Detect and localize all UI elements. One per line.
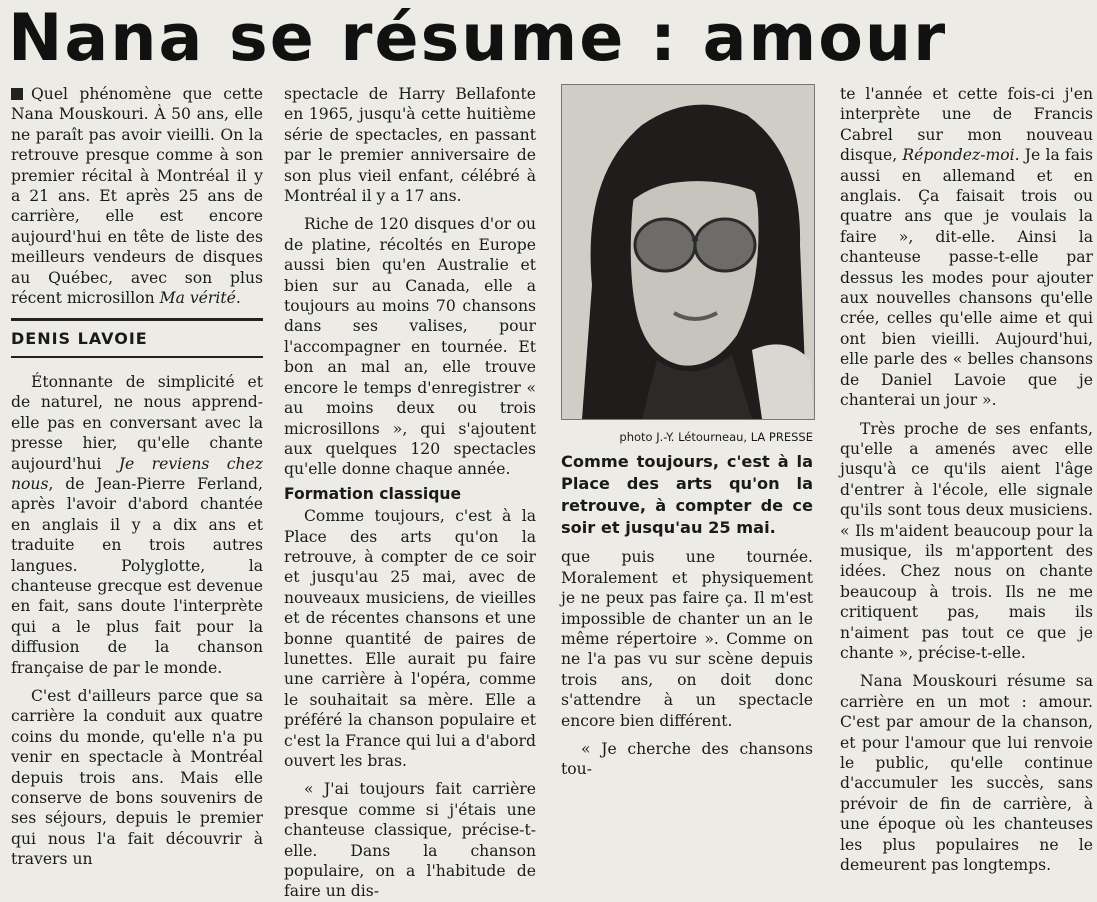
text-run: Étonnante de simplicité et de naturel, ne nous apprend-elle pas en conversant avec la presse hier, qu'elle chante aujourd'hui: [11, 372, 263, 473]
text-run: . Je la fais aussi en allemand et en anglais. Ça faisait trois ou quatre ans que je voulais la faire », dit-elle. Ainsi la chanteuse passe-t-elle par dessus les modes pour ajouter aux nouvelles chansons qu'elle crée, celles qu'elle aime et qui ont bien vieilli. Aujourd'hui, elle parle des « belles chansons de Daniel Lavoie que je chanterai un jour ».: [840, 146, 1093, 410]
col4-paragraph-1: [840, 84, 1093, 411]
col2-paragraph-1: spectacle de Harry Bellafonte en 1965, jusqu'à cette huitième série de spectacles, en passant par le premier anniversaire de son plus vieil enfant, célébré à Montréal il y a 17 ans.: [284, 85, 536, 206]
portrait-photo: [561, 84, 815, 420]
byline: DENIS LAVOIE: [11, 329, 263, 357]
byline-rule: [11, 318, 263, 321]
song-title: Je reviens chez nous: [11, 454, 263, 493]
subheading: Formation classique: [284, 484, 462, 503]
album-title: Répondez-moi: [902, 146, 1015, 165]
column-1: [11, 84, 263, 869]
text-run: , de Jean-Pierre Ferland, après l'avoir d'abord chantée en anglais il y a dix ans et traduite en trois autres langues. Polyglotte, la chanteuse grecque est devenue en fait, sans doute l'interprète qui a le plus fait pour la diffusion de la chanson française de par le monde.: [11, 474, 263, 677]
photo-credit: photo J.-Y. Létourneau, LA PRESSE: [619, 430, 813, 444]
lead-text: Quel phénomène que cette Nana Mouskouri. À 50 ans, elle ne paraît pas avoir vieilli. On la retrouve presque comme à son premier récital à Montréal il y a 21 ans. Et après 25 ans de carrière, elle est encore aujourd'hui en tête de liste des meilleurs vendeurs de disques au Québec, avec son plus récent microsillon: [11, 85, 263, 308]
bullet-square-icon: [11, 88, 23, 100]
portrait-illustration: [562, 85, 814, 419]
column-4: [840, 84, 1093, 875]
text-run: te l'année et cette fois-ci j'en interprète une de Francis Cabrel sur mon nouveau disque,: [840, 85, 1093, 165]
lead-paragraph: Quel phénomène que cette Nana Mouskouri. À 50 ans, elle ne paraît pas avoir vieilli. On la retrouve presque comme à son premier récital à Montréal il y a 21 ans. Et après 25 ans de carrière, elle est encore aujourd'hui en tête de liste des meilleurs vendeurs de disques au Québec, avec son plus récent microsillon Ma vérité.: [11, 85, 263, 308]
photo-caption: Comme toujours, c'est à la Place des arts qu'on la retrouve, à compter de ce soir et jusqu'au 25 mai.: [561, 452, 813, 538]
lead-album-title: Ma vérité: [159, 289, 236, 308]
col4-paragraph-2: Très proche de ses enfants, qu'elle a amenés avec elle jusqu'à ce qu'ils aient l'âge d'entrer à l'école, elle signale qu'ils sont tous deux musiciens. « Ils m'aident beaucoup pour la musique, ils m'apportent des idées. Chez nous on chante beaucoup à trois. Ils ne me critiquent pas, mais ils n'aiment pas tout ce que je chante », précise-t-elle.: [840, 419, 1093, 662]
column-2: [284, 84, 536, 901]
col3-paragraph-1: que puis une tournée. Moralement et physiquement je ne peux pas faire ça. Il m'est impossible de chanter un an le même répertoire ». Comme on ne l'a pas vu sur scène depuis trois ans, on doit donc s'attendre à un spectacle encore bien différent.: [561, 548, 813, 730]
col2-paragraph-4: « J'ai toujours fait carrière presque comme si j'étais une chanteuse classique, précise-t-elle. Dans la chanson populaire, on a l'habitude de faire un dis-: [284, 780, 536, 901]
col2-paragraph-2: Riche de 120 disques d'or ou de platine, récoltés en Europe aussi bien qu'en Australie et bien sur au Canada, elle a toujours au moins 70 chansons dans ses valises, pour l'accompagner en tournée. Et bon an mal an, elle trouve encore le temps d'enregistrer « au moins deux ou trois microsillons », qui s'ajoutent aux quelques 120 spectacles qu'elle donne chaque année.: [284, 215, 536, 479]
col1-paragraph-2: C'est d'ailleurs parce que sa carrière la conduit aux quatre coins du monde, qu'elle n'a pu venir en spectacle à Montréal depuis trois ans. Mais elle conserve de bons souvenirs de ses séjours, depuis le premier qui nous l'a fait découvrir à travers un: [11, 686, 263, 869]
col1-paragraph-1: [11, 372, 263, 678]
col2-paragraph-3: Comme toujours, c'est à la Place des arts qu'on la retrouve, à compter de ce soir et jusqu'au 25 mai, avec de nouveaux musiciens, de vieilles et de récentes chansons et une bonne quantité de paires de lunettes. Elle aurait pu faire une carrière à l'opéra, comme le souhaitait sa mère. Elle a préféré la chanson populaire et c'est la France qui lui a d'abord ouvert les bras.: [284, 507, 536, 770]
col4-paragraph-3: Nana Mouskouri résume sa carrière en un mot : amour. C'est par amour de la chanson, et pour l'amour que lui renvoie le public, qu'elle continue d'accumuler les succès, sans prévoir de fin de carrière, à une époque où les chanteuses les plus populaires ne le demeurent pas longtemps.: [840, 672, 1093, 875]
headline: Nana se résume : amour: [8, 1, 948, 76]
col3-paragraph-2: « Je cherche des chansons tou-: [561, 740, 813, 779]
column-3: [561, 84, 813, 779]
